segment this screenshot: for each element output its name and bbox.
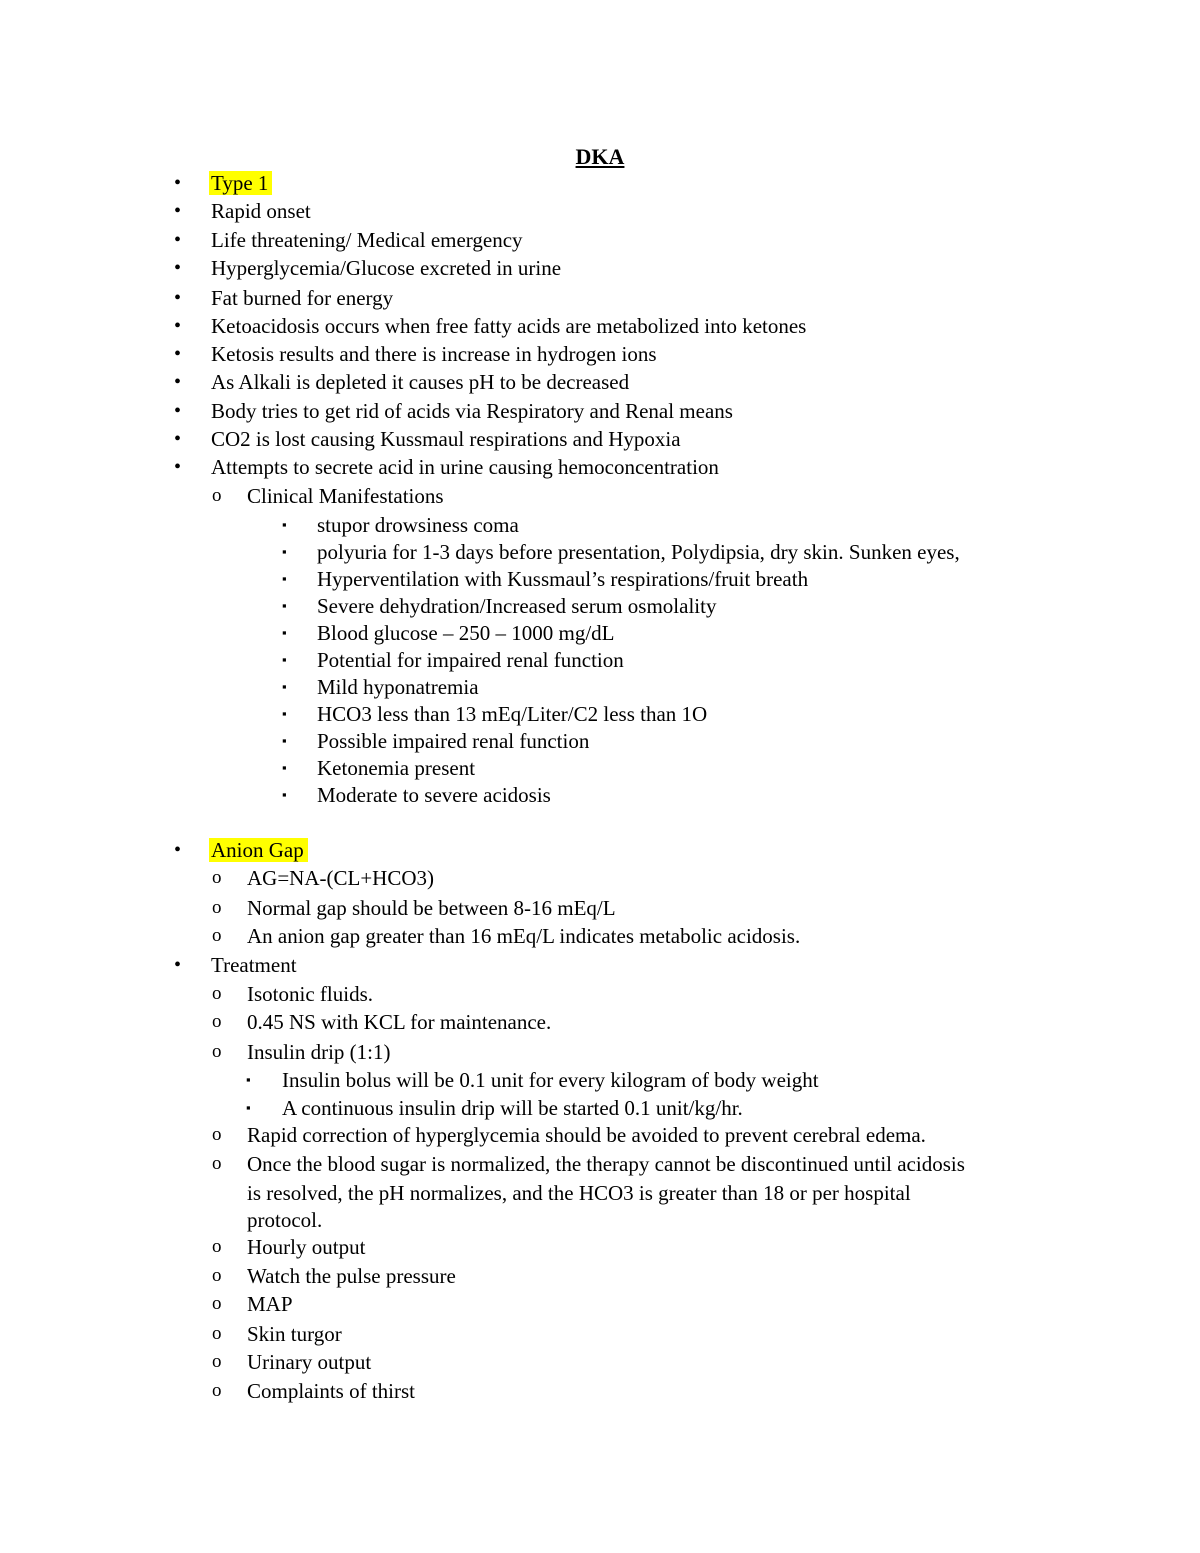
list-item-highlighted: Type 1 bbox=[209, 170, 272, 196]
list-item: As Alkali is depleted it causes pH to be decreased bbox=[211, 370, 630, 394]
circle-marker: o bbox=[212, 1041, 222, 1062]
circle-marker: o bbox=[212, 1236, 222, 1257]
list-item: Treatment bbox=[211, 953, 297, 977]
square-marker: ▪ bbox=[282, 787, 287, 802]
circle-marker: o bbox=[212, 1351, 222, 1372]
square-marker: ▪ bbox=[246, 1072, 251, 1087]
sub-sub-list-item: Ketonemia present bbox=[317, 756, 476, 780]
circle-marker: o bbox=[212, 1293, 222, 1314]
circle-marker: o bbox=[212, 897, 222, 918]
bullet-marker: • bbox=[174, 200, 182, 222]
list-item: Rapid onset bbox=[211, 199, 311, 223]
bullet-marker: • bbox=[174, 315, 182, 337]
sub-list-item: Isotonic fluids. bbox=[247, 982, 373, 1006]
circle-marker: o bbox=[212, 485, 222, 506]
circle-marker: o bbox=[212, 1153, 222, 1174]
sub-list-item: Rapid correction of hyperglycemia should be avoided to prevent cerebral edema. bbox=[247, 1123, 926, 1147]
square-marker: ▪ bbox=[282, 571, 287, 586]
sub-list-item: An anion gap greater than 16 mEq/L indicates metabolic acidosis. bbox=[247, 924, 801, 948]
sub-sub-list-item: Insulin bolus will be 0.1 unit for every kilogram of body weight bbox=[282, 1068, 819, 1092]
sub-list-item: 0.45 NS with KCL for maintenance. bbox=[247, 1010, 552, 1034]
sub-sub-list-item: Mild hyponatremia bbox=[317, 675, 479, 699]
circle-marker: o bbox=[212, 1380, 222, 1401]
list-item: Attempts to secrete acid in urine causing hemoconcentration bbox=[211, 455, 719, 479]
bullet-marker: • bbox=[174, 371, 182, 393]
bullet-marker: • bbox=[174, 839, 182, 861]
sub-sub-list-item: Blood glucose – 250 – 1000 mg/dL bbox=[317, 621, 615, 645]
list-item: Ketoacidosis occurs when free fatty acids are metabolized into ketones bbox=[211, 314, 807, 338]
sub-list-item: Urinary output bbox=[247, 1350, 372, 1374]
square-marker: ▪ bbox=[282, 625, 287, 640]
bullet-marker: • bbox=[174, 343, 182, 365]
bullet-marker: • bbox=[174, 400, 182, 422]
list-item: Ketosis results and there is increase in hydrogen ions bbox=[211, 342, 657, 366]
circle-marker: o bbox=[212, 983, 222, 1004]
bullet-marker: • bbox=[174, 954, 182, 976]
sub-list-item-continuation: is resolved, the pH normalizes, and the HCO3 is greater than 18 or per hospital bbox=[247, 1181, 911, 1205]
sub-sub-list-item: Moderate to severe acidosis bbox=[317, 783, 551, 807]
sub-list-item: Clinical Manifestations bbox=[247, 484, 444, 508]
sub-sub-list-item: Severe dehydration/Increased serum osmolality bbox=[317, 594, 717, 618]
sub-sub-list-item: stupor drowsiness coma bbox=[317, 513, 519, 537]
square-marker: ▪ bbox=[282, 706, 287, 721]
sub-list-item: Watch the pulse pressure bbox=[247, 1264, 456, 1288]
sub-sub-list-item: polyuria for 1-3 days before presentation, Polydipsia, dry skin. Sunken eyes, bbox=[317, 540, 960, 564]
bullet-marker: • bbox=[174, 287, 182, 309]
square-marker: ▪ bbox=[282, 652, 287, 667]
square-marker: ▪ bbox=[282, 544, 287, 559]
bullet-marker: • bbox=[174, 257, 182, 279]
sub-list-item: Complaints of thirst bbox=[247, 1379, 415, 1403]
bullet-marker: • bbox=[174, 229, 182, 251]
list-item-highlighted: Anion Gap bbox=[209, 837, 308, 863]
bullet-marker: • bbox=[174, 456, 182, 478]
sub-list-item: AG=NA-(CL+HCO3) bbox=[247, 866, 435, 890]
square-marker: ▪ bbox=[282, 760, 287, 775]
sub-list-item: MAP bbox=[247, 1292, 293, 1316]
bullet-marker: • bbox=[174, 428, 182, 450]
circle-marker: o bbox=[212, 867, 222, 888]
list-item: Life threatening/ Medical emergency bbox=[211, 228, 523, 252]
square-marker: ▪ bbox=[282, 733, 287, 748]
sub-sub-list-item: HCO3 less than 13 mEq/Liter/C2 less than 1O bbox=[317, 702, 708, 726]
sub-list-item: Insulin drip (1:1) bbox=[247, 1040, 391, 1064]
circle-marker: o bbox=[212, 1124, 222, 1145]
sub-list-item: Hourly output bbox=[247, 1235, 366, 1259]
sub-sub-list-item: Possible impaired renal function bbox=[317, 729, 590, 753]
sub-list-item: Normal gap should be between 8-16 mEq/L bbox=[247, 896, 616, 920]
list-item: CO2 is lost causing Kussmaul respirations and Hypoxia bbox=[211, 427, 681, 451]
list-item: Body tries to get rid of acids via Respiratory and Renal means bbox=[211, 399, 733, 423]
square-marker: ▪ bbox=[282, 517, 287, 532]
sub-sub-list-item: A continuous insulin drip will be started 0.1 unit/kg/hr. bbox=[282, 1096, 743, 1120]
circle-marker: o bbox=[212, 1323, 222, 1344]
sub-sub-list-item: Potential for impaired renal function bbox=[317, 648, 624, 672]
page-title: DKA bbox=[575, 144, 625, 169]
square-marker: ▪ bbox=[246, 1100, 251, 1115]
sub-list-item-continuation: protocol. bbox=[247, 1208, 323, 1232]
square-marker: ▪ bbox=[282, 598, 287, 613]
list-item: Hyperglycemia/Glucose excreted in urine bbox=[211, 256, 562, 280]
bullet-marker: • bbox=[174, 172, 182, 194]
sub-sub-list-item: Hyperventilation with Kussmaul’s respirations/fruit breath bbox=[317, 567, 809, 591]
circle-marker: o bbox=[212, 1265, 222, 1286]
sub-list-item: Once the blood sugar is normalized, the therapy cannot be discontinued until acidosis bbox=[247, 1152, 965, 1176]
square-marker: ▪ bbox=[282, 679, 287, 694]
list-item: Fat burned for energy bbox=[211, 286, 394, 310]
sub-list-item: Skin turgor bbox=[247, 1322, 342, 1346]
circle-marker: o bbox=[212, 925, 222, 946]
circle-marker: o bbox=[212, 1011, 222, 1032]
